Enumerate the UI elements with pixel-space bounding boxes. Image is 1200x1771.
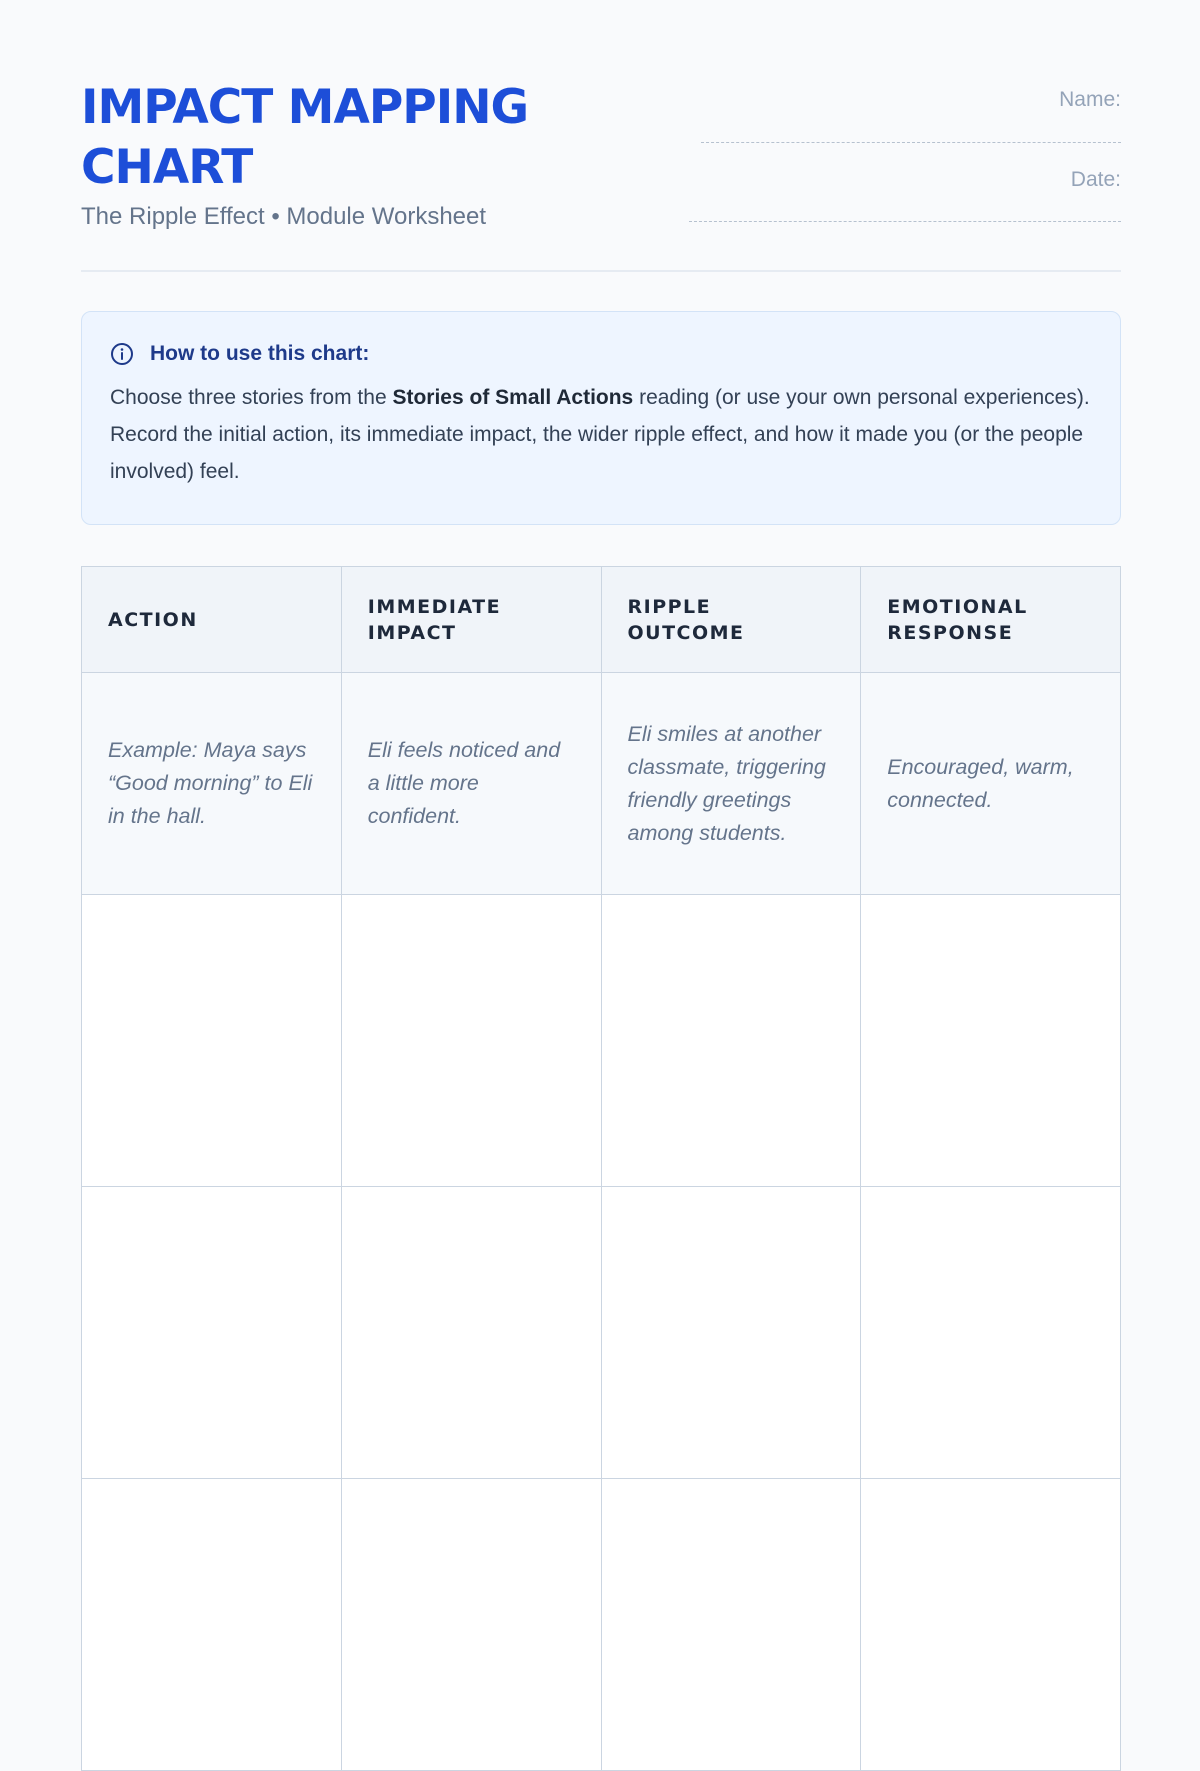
table-header-row (82, 567, 1121, 673)
column-header-emotional-response: EMOTIONAL RESPONSE (861, 567, 1121, 673)
example-emotional-response-cell: Encouraged, warm, connected. (861, 673, 1121, 895)
date-label: Date: (1070, 168, 1121, 191)
info-icon (110, 342, 134, 366)
answer-cell[interactable] (861, 1479, 1121, 1771)
answer-cell[interactable] (601, 1479, 861, 1771)
example-ripple-outcome-cell: Eli smiles at another classmate, triggering friendly greetings among students. (601, 673, 861, 895)
instructions-box (81, 311, 1121, 525)
answer-cell[interactable] (82, 1479, 342, 1771)
answer-cell[interactable] (601, 1187, 861, 1479)
title-line-2: CHART (81, 140, 253, 195)
example-row (82, 673, 1121, 895)
answer-cell[interactable] (861, 1187, 1121, 1479)
instructions-text (110, 379, 1095, 490)
worksheet-header (81, 78, 1121, 272)
example-action-cell: Example: Maya says “Good morning” to Eli in the hall. (82, 673, 342, 895)
table-row (82, 1187, 1121, 1479)
instructions-text-part: Choose three stories from the (110, 386, 393, 409)
page-subtitle: The Ripple Effect • Module Worksheet (81, 203, 487, 230)
title-line-1: IMPACT MAPPING (81, 80, 529, 135)
answer-cell[interactable] (341, 895, 601, 1187)
date-field[interactable] (689, 221, 1121, 222)
column-header-ripple-outcome: RIPPLE OUTCOME (601, 567, 861, 673)
answer-cell[interactable] (861, 895, 1121, 1187)
instructions-heading (110, 342, 369, 366)
answer-cell[interactable] (82, 1187, 342, 1479)
instructions-heading-text: How to use this chart: (150, 342, 370, 365)
answer-cell[interactable] (601, 895, 861, 1187)
instructions-reading-title: Stories of Small Actions (392, 386, 634, 409)
answer-cell[interactable] (341, 1187, 601, 1479)
table-row (82, 895, 1121, 1187)
column-header-action: ACTION (82, 567, 342, 673)
name-field[interactable] (701, 142, 1121, 143)
answer-cell[interactable] (82, 895, 342, 1187)
example-immediate-impact-cell: Eli feels noticed and a little more confident. (341, 673, 601, 895)
table-row (82, 1479, 1121, 1771)
name-label: Name: (1059, 88, 1121, 111)
page-title (81, 78, 641, 198)
column-header-immediate-impact: IMMEDIATE IMPACT (341, 567, 601, 673)
answer-cell[interactable] (341, 1479, 601, 1771)
impact-mapping-table (81, 566, 1121, 1771)
instructions-text-part: reading (or use your own personal experiences). Record the initial action, its immediate impact, the wider ripple effect, and how it made you (or the people involved) feel. (110, 386, 1090, 483)
